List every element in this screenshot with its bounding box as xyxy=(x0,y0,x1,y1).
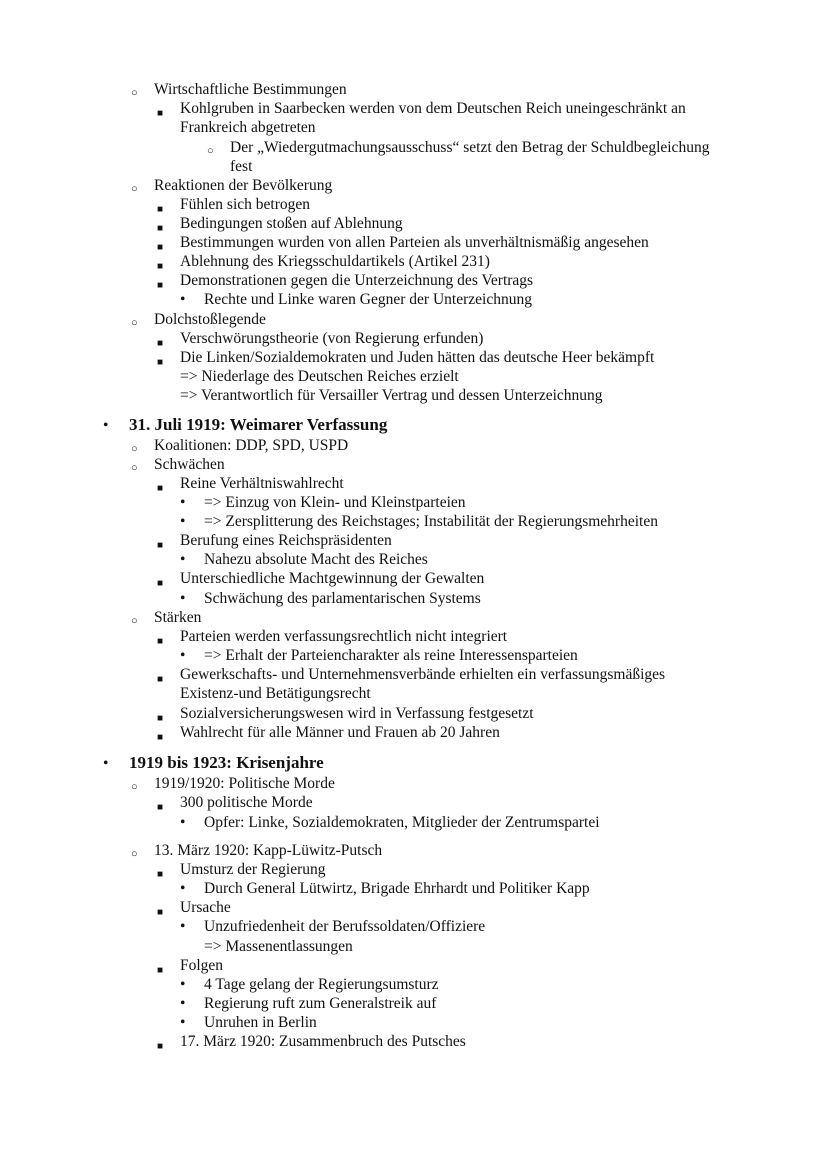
list-item: Unzufriedenheit der Berufssoldaten/Offiziere xyxy=(204,918,486,935)
square-bullet-icon: ■ xyxy=(157,108,164,119)
list-item: Koalitionen: DDP, SPD, USPD xyxy=(154,437,349,454)
list-item: Verschwörungstheorie (von Regierung erfunden) xyxy=(180,330,484,347)
square-bullet-icon: ■ xyxy=(157,578,164,589)
list-item: Umsturz der Regierung xyxy=(180,861,326,878)
list-item: Folgen xyxy=(180,957,224,974)
list-item: Opfer: Linke, Sozialdemokraten, Mitglieder der Zentrumspartei xyxy=(204,814,600,831)
section-heading: 31. Juli 1919: Weimarer Verfassung xyxy=(129,415,388,434)
hollow-bullet-icon: ○ xyxy=(207,145,214,157)
round-bullet-icon: • xyxy=(180,995,186,1012)
round-bullet-icon: • xyxy=(180,551,186,568)
list-item: Bestimmungen wurden von allen Parteien als unverhältnismäßig angesehen xyxy=(180,234,649,251)
square-bullet-icon: ■ xyxy=(157,674,164,685)
hollow-bullet-icon: ○ xyxy=(131,183,138,195)
list-item: Wirtschaftliche Bestimmungen xyxy=(154,81,347,98)
list-item: Stärken xyxy=(154,609,202,626)
round-bullet-icon: • xyxy=(180,976,186,993)
square-bullet-icon: ■ xyxy=(157,357,164,368)
list-item: Reine Verhältniswahlrecht xyxy=(180,475,344,492)
list-item: Berufung eines Reichspräsidenten xyxy=(180,532,392,549)
list-item: => Einzug von Klein- und Kleinstparteien xyxy=(204,494,466,511)
list-item: Ablehnung des Kriegsschuldartikels (Artikel 231) xyxy=(180,253,490,270)
round-bullet-icon: • xyxy=(180,647,186,664)
list-item: Wahlrecht für alle Männer und Frauen ab 20 Jahren xyxy=(180,724,500,741)
list-item: Schwächen xyxy=(154,456,225,473)
list-item: => Erhalt der Parteiencharakter als reine Interessensparteien xyxy=(204,647,578,664)
list-item: Unruhen in Berlin xyxy=(204,1014,317,1031)
list-item-continuation: => Niederlage des Deutschen Reiches erzielt xyxy=(180,368,459,385)
round-bullet-icon: • xyxy=(180,590,186,607)
list-item: Demonstrationen gegen die Unterzeichnung des Vertrags xyxy=(180,272,534,289)
square-bullet-icon: ■ xyxy=(157,204,164,215)
list-item: Gewerkschafts- und Unternehmensverbände erhielten ein verfassungsmäßiges xyxy=(180,666,666,683)
list-item: Dolchstoßlegende xyxy=(154,311,266,328)
square-bullet-icon: ■ xyxy=(157,802,164,813)
list-item: Unterschiedliche Machtgewinnung der Gewalten xyxy=(180,570,485,587)
round-bullet-icon: • xyxy=(180,513,186,530)
square-bullet-icon: ■ xyxy=(157,261,164,272)
square-bullet-icon: ■ xyxy=(157,280,164,291)
square-bullet-icon: ■ xyxy=(157,732,164,743)
list-item: Nahezu absolute Macht des Reiches xyxy=(204,551,428,568)
hollow-bullet-icon: ○ xyxy=(131,317,138,329)
round-bullet-icon: • xyxy=(180,814,186,831)
square-bullet-icon: ■ xyxy=(157,223,164,234)
hollow-bullet-icon: ○ xyxy=(131,615,138,627)
list-item: Bedingungen stoßen auf Ablehnung xyxy=(180,215,403,232)
square-bullet-icon: ■ xyxy=(157,869,164,880)
square-bullet-icon: ■ xyxy=(157,338,164,349)
list-item-continuation: => Massenentlassungen xyxy=(204,938,353,955)
hollow-bullet-icon: ○ xyxy=(131,87,138,99)
list-item: 300 politische Morde xyxy=(180,794,313,811)
list-item: Ursache xyxy=(180,899,231,916)
list-item: => Zersplitterung des Reichstages; Instabilität der Regierungsmehrheiten xyxy=(204,513,658,530)
square-bullet-icon: ■ xyxy=(157,965,164,976)
list-item: 13. März 1920: Kapp-Lüwitz-Putsch xyxy=(154,842,383,859)
hollow-bullet-icon: ○ xyxy=(131,462,138,474)
round-bullet-icon: • xyxy=(180,494,186,511)
list-item: 4 Tage gelang der Regierungsumsturz xyxy=(204,976,439,993)
list-item: Sozialversicherungswesen wird in Verfassung festgesetzt xyxy=(180,705,534,722)
round-bullet-icon: • xyxy=(180,291,186,308)
section-heading: 1919 bis 1923: Krisenjahre xyxy=(129,753,324,772)
hollow-bullet-icon: ○ xyxy=(131,848,138,860)
round-bullet-icon: • xyxy=(103,417,109,434)
list-item: Parteien werden verfassungsrechtlich nicht integriert xyxy=(180,628,508,645)
list-item: 17. März 1920: Zusammenbruch des Putsches xyxy=(180,1033,466,1050)
list-item-continuation: => Verantwortlich für Versailler Vertrag und dessen Unterzeichnung xyxy=(180,387,603,404)
square-bullet-icon: ■ xyxy=(157,540,164,551)
list-item: Der „Wiedergutmachungsausschuss“ setzt den Betrag der Schuldbegleichung xyxy=(230,139,710,156)
list-item: 1919/1920: Politische Morde xyxy=(154,775,335,792)
square-bullet-icon: ■ xyxy=(157,907,164,918)
square-bullet-icon: ■ xyxy=(157,242,164,253)
list-item: Die Linken/Sozialdemokraten und Juden hätten das deutsche Heer bekämpft xyxy=(180,349,655,366)
list-item: Kohlgruben in Saarbecken werden von dem Deutschen Reich uneingeschränkt an xyxy=(180,100,686,117)
list-item: Durch General Lütwirtz, Brigade Ehrhardt und Politiker Kapp xyxy=(204,880,590,897)
round-bullet-icon: • xyxy=(103,755,109,772)
round-bullet-icon: • xyxy=(180,880,186,897)
list-item-continuation: fest xyxy=(230,158,253,175)
list-item-continuation: Frankreich abgetreten xyxy=(180,119,316,136)
list-item: Fühlen sich betrogen xyxy=(180,196,311,213)
list-item: Rechte und Linke waren Gegner der Unterzeichnung xyxy=(204,291,532,308)
round-bullet-icon: • xyxy=(180,1014,186,1031)
square-bullet-icon: ■ xyxy=(157,1041,164,1052)
list-item: Schwächung des parlamentarischen Systems xyxy=(204,590,481,607)
list-item: Reaktionen der Bevölkerung xyxy=(154,177,333,194)
list-item-continuation: Existenz-und Betätigungsrecht xyxy=(180,685,371,702)
square-bullet-icon: ■ xyxy=(157,636,164,647)
square-bullet-icon: ■ xyxy=(157,713,164,724)
list-item: Regierung ruft zum Generalstreik auf xyxy=(204,995,437,1012)
hollow-bullet-icon: ○ xyxy=(131,781,138,793)
hollow-bullet-icon: ○ xyxy=(131,443,138,455)
round-bullet-icon: • xyxy=(180,918,186,935)
square-bullet-icon: ■ xyxy=(157,483,164,494)
